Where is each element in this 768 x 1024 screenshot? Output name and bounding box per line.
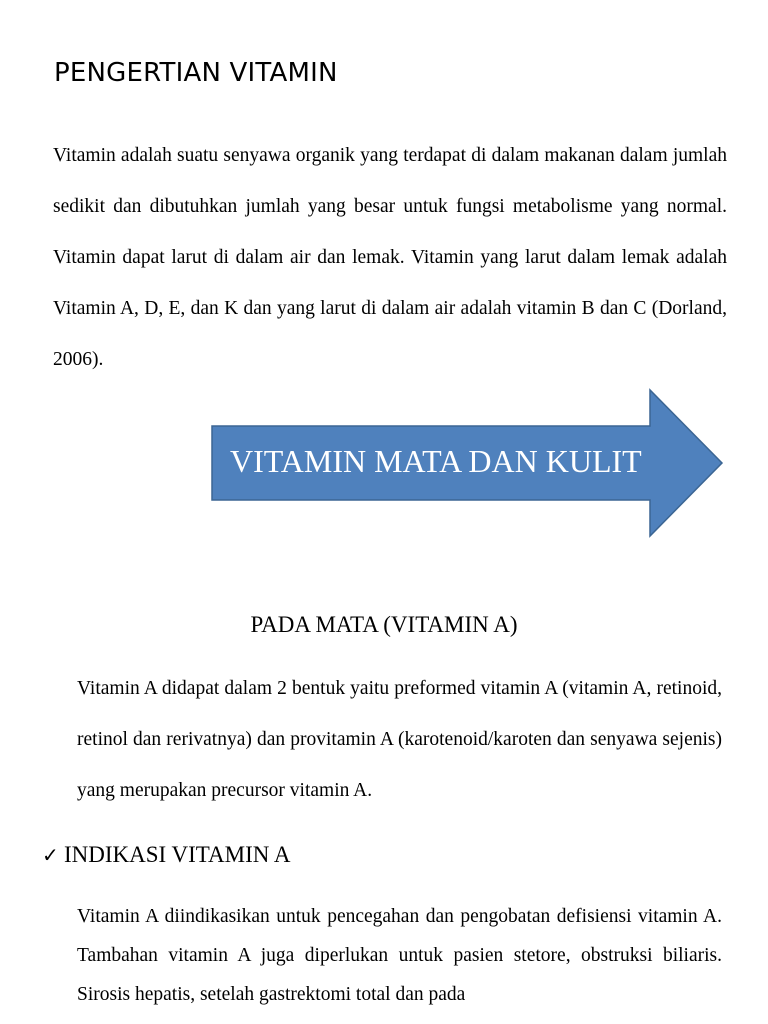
checkmark-icon: ✓: [42, 843, 59, 867]
arrow-banner: [210, 388, 726, 538]
intro-paragraph: Vitamin adalah suatu senyawa organik yang terdapat di dalam makanan dalam jumlah sedikit dan dibutuhkan jumlah yang besar untuk fungsi metabolisme yang normal. Vitamin dapat larut di dalam air dan lemak. Vitamin yang larut dalam lemak adalah Vitamin A, D, E, dan K dan yang larut di dalam air adalah vitamin B dan C (Dorland, 2006).: [53, 145, 727, 370]
subsection-heading-text: INDIKASI VITAMIN A: [64, 842, 291, 867]
section-paragraph: Vitamin A didapat dalam 2 bentuk yaitu preformed vitamin A (vitamin A, retinoid, retinol dan rerivatnya) dan provitamin A (karotenoid/karoten dan senyawa sejenis) yang merupakan precursor vitamin A.: [77, 678, 722, 801]
page-title: PENGERTIAN VITAMIN: [54, 58, 338, 88]
arrow-banner-label: VITAMIN MATA DAN KULIT: [230, 443, 642, 479]
subsection-paragraph: Vitamin A diindikasikan untuk pencegahan dan pengobatan defisiensi vitamin A. Tambahan vitamin A juga diperlukan untuk pasien stetore, obstruksi biliaris. Sirosis hepatis, setelah gastrektomi total dan pada: [77, 906, 722, 1005]
subsection-heading: [42, 842, 290, 868]
section-heading-vitamin-a: PADA MATA (VITAMIN A): [250, 612, 518, 637]
